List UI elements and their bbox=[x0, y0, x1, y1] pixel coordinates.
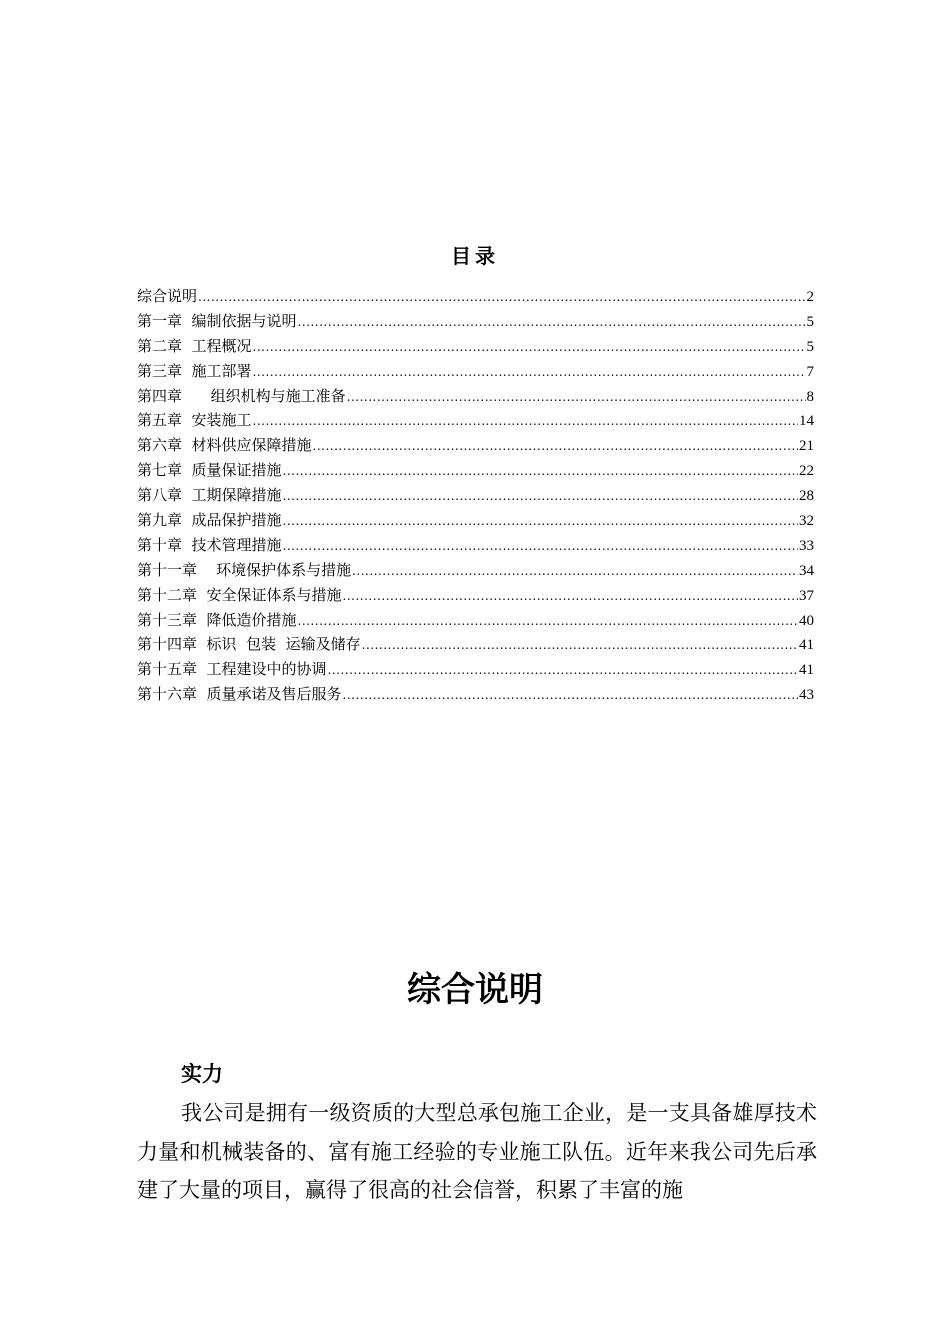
toc-entry-page: 43 bbox=[799, 687, 814, 704]
toc-entry-page: 22 bbox=[799, 463, 814, 480]
toc-leader-dots bbox=[253, 334, 806, 360]
toc-leader-dots bbox=[347, 384, 806, 410]
toc-entry-label: 第十五章 工程建设中的协调 bbox=[137, 660, 327, 679]
toc-leader-dots bbox=[362, 632, 798, 658]
toc-entry-label: 第四章 组织机构与施工准备 bbox=[137, 386, 346, 405]
toc-entry-page: 41 bbox=[799, 662, 814, 679]
toc-entry[interactable] bbox=[137, 334, 814, 359]
toc-entry-page: 5 bbox=[806, 313, 814, 330]
toc-entry-label: 第六章 材料供应保障措施 bbox=[137, 436, 312, 455]
toc-leader-dots bbox=[343, 583, 798, 609]
toc-leader-dots bbox=[283, 483, 798, 509]
toc-entry-page: 8 bbox=[806, 388, 814, 405]
toc-entry-page: 2 bbox=[806, 289, 814, 305]
toc-entry[interactable] bbox=[137, 384, 814, 409]
toc-entry[interactable] bbox=[137, 632, 814, 657]
toc-entry[interactable] bbox=[137, 433, 814, 458]
toc-entry-label: 第三章 施工部署 bbox=[137, 361, 252, 380]
toc-entry-page: 14 bbox=[799, 413, 814, 430]
toc-entry-label: 综合说明 bbox=[137, 287, 198, 305]
toc-entry-label: 第五章 安装施工 bbox=[137, 411, 252, 430]
body-paragraph: 我公司是拥有一级资质的大型总承包施工企业，是一支具备雄厚技术力量和机械装备的、富有施工经验的专业施工队伍。近年来我公司先后承建了大量的项目，赢得了很高的社会信誉，积累了丰富的施 bbox=[137, 1101, 817, 1202]
toc-entry-page: 41 bbox=[799, 637, 814, 654]
toc-entry[interactable] bbox=[137, 359, 814, 384]
toc-leader-dots bbox=[283, 508, 798, 534]
toc-entry-page: 37 bbox=[799, 587, 814, 604]
toc-entry-page: 40 bbox=[799, 612, 814, 629]
toc-entry[interactable] bbox=[137, 309, 814, 334]
toc-entry[interactable] bbox=[137, 408, 814, 433]
toc-leader-dots bbox=[298, 608, 798, 634]
table-of-contents bbox=[137, 284, 814, 707]
toc-entry[interactable] bbox=[137, 508, 814, 533]
toc-entry-page: 34 bbox=[799, 562, 814, 579]
toc-entry[interactable] bbox=[137, 558, 814, 583]
toc-entry-label: 第七章 质量保证措施 bbox=[137, 461, 282, 480]
toc-entry-label: 第一章 编制依据与说明 bbox=[137, 311, 297, 330]
toc-entry[interactable] bbox=[137, 284, 814, 309]
toc-leader-dots bbox=[313, 433, 798, 459]
toc-entry-label: 第十四章 标识 包装 运输及储存 bbox=[137, 635, 361, 654]
toc-entry[interactable] bbox=[137, 657, 814, 682]
toc-entry-label: 第十章 技术管理措施 bbox=[137, 535, 282, 554]
toc-entry-page: 7 bbox=[806, 363, 814, 380]
toc-entry-page: 28 bbox=[799, 488, 814, 505]
toc-entry[interactable] bbox=[137, 608, 814, 633]
toc-entry-page: 33 bbox=[799, 537, 814, 554]
toc-entry[interactable] bbox=[137, 583, 814, 608]
toc-leader-dots bbox=[198, 284, 805, 310]
section-title: 综合说明 bbox=[407, 970, 543, 1010]
toc-leader-dots bbox=[343, 682, 798, 708]
toc-entry[interactable] bbox=[137, 682, 814, 707]
toc-leader-dots bbox=[253, 359, 806, 385]
toc-leader-dots bbox=[253, 408, 798, 434]
subsection-title: 实力 bbox=[181, 1062, 223, 1086]
toc-entry-label: 第十二章 安全保证体系与措施 bbox=[137, 585, 342, 604]
toc-entry-label: 第十三章 降低造价措施 bbox=[137, 610, 297, 629]
toc-entry-label: 第十六章 质量承诺及售后服务 bbox=[137, 685, 342, 704]
toc-leader-dots bbox=[328, 657, 798, 683]
toc-entry-page: 32 bbox=[799, 513, 814, 530]
toc-entry-label: 第十一章 环境保护体系与措施 bbox=[137, 560, 352, 579]
toc-entry-label: 第九章 成品保护措施 bbox=[137, 511, 282, 530]
toc-entry-label: 第二章 工程概况 bbox=[137, 336, 252, 355]
toc-leader-dots bbox=[298, 309, 806, 335]
toc-entry-page: 5 bbox=[806, 338, 814, 355]
toc-leader-dots bbox=[283, 533, 798, 559]
toc-leader-dots bbox=[283, 458, 798, 484]
toc-entry-label: 第八章 工期保障措施 bbox=[137, 486, 282, 505]
toc-title: 目录 bbox=[451, 244, 499, 268]
toc-entry[interactable] bbox=[137, 533, 814, 558]
toc-entry[interactable] bbox=[137, 458, 814, 483]
toc-entry-page: 21 bbox=[799, 438, 814, 455]
toc-entry[interactable] bbox=[137, 483, 814, 508]
toc-leader-dots bbox=[352, 558, 798, 584]
